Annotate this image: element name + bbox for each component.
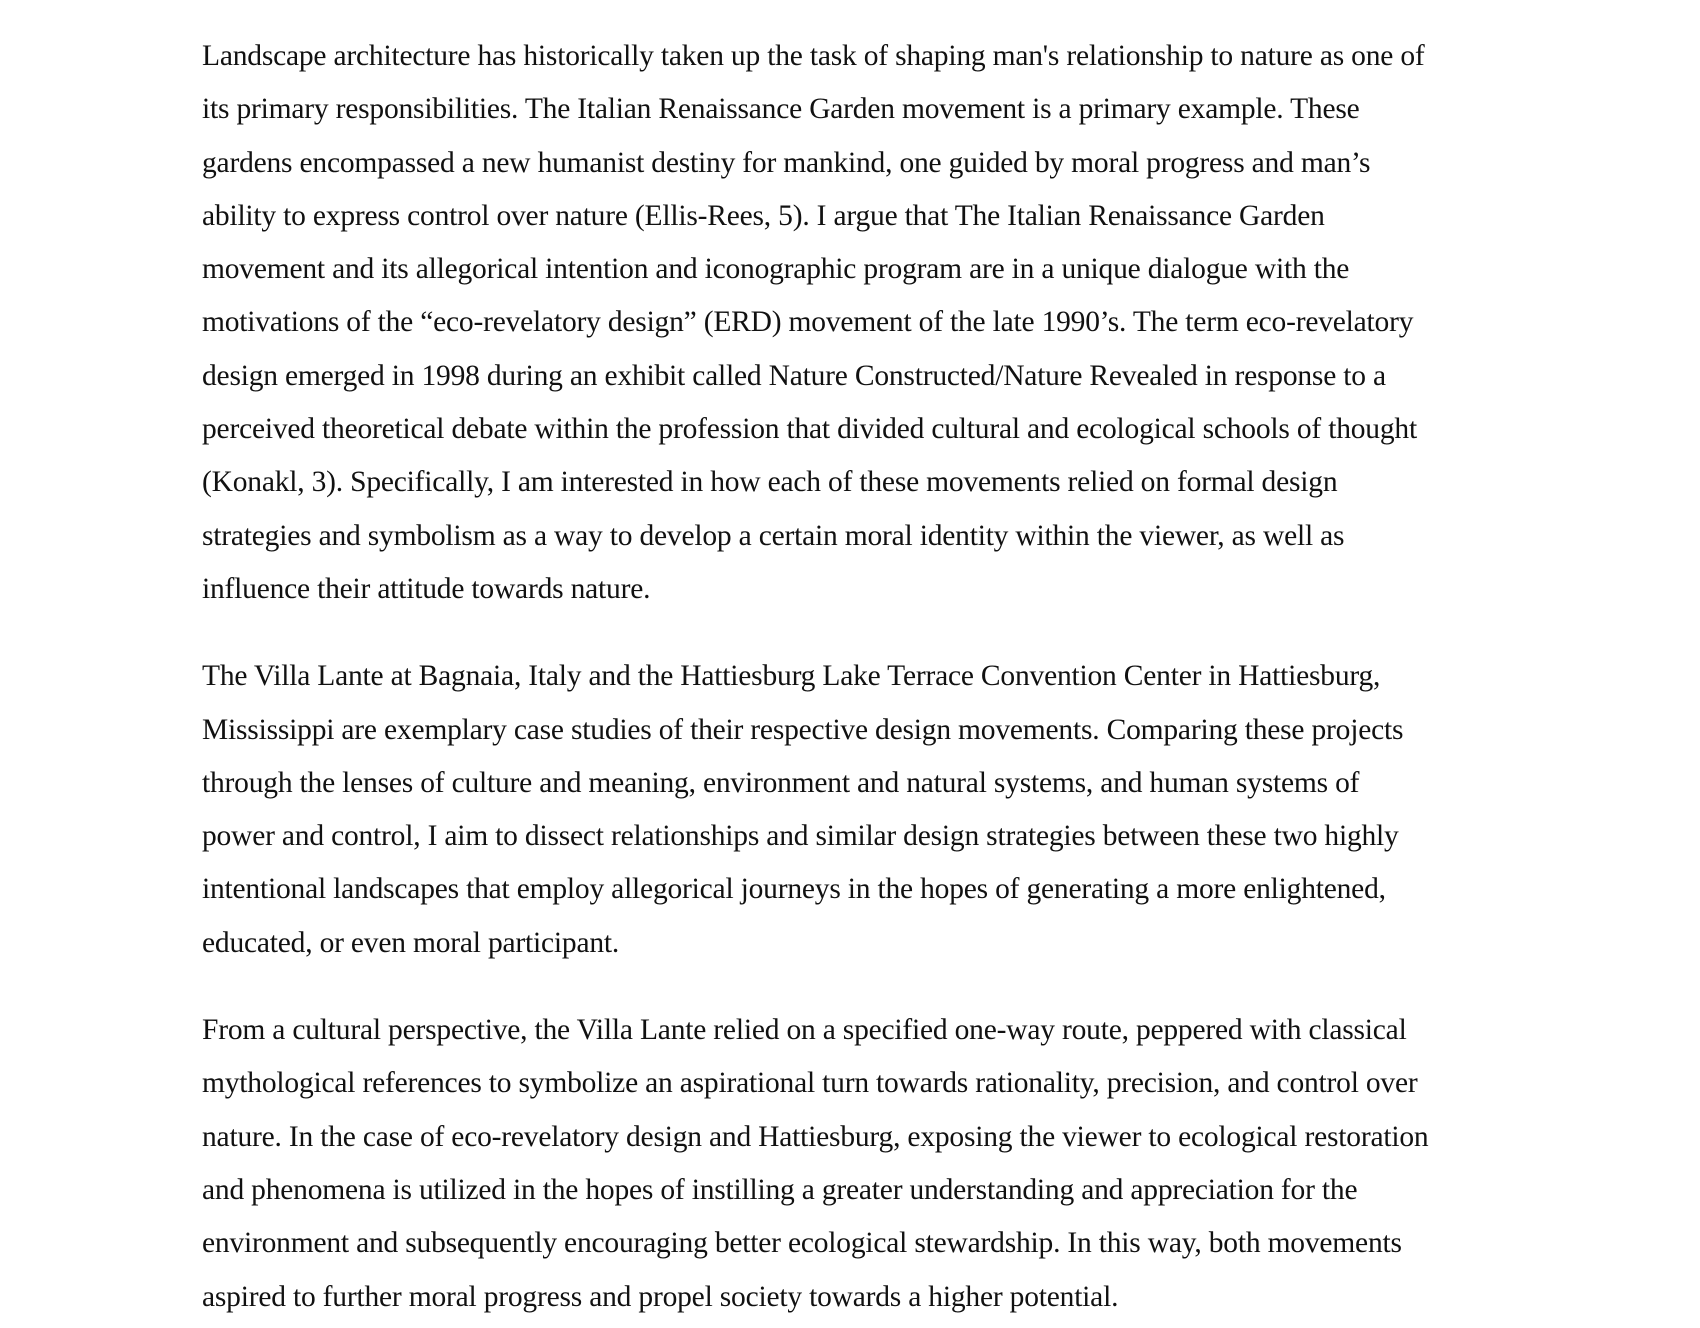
text-line: Landscape architecture has historically taken up the task of shaping man's relationship to nature as one of [202,40,1425,72]
text-line: From a cultural perspective, the Villa Lante relied on a specified one-way route, peppered with classical [202,1014,1407,1047]
paragraph-intro [202,30,1522,616]
text-line: environment and subsequently encouraging better ecological stewardship. In this way, both movements [202,1227,1402,1260]
text-line: power and control, I aim to dissect relationships and similar design strategies between these two highly [202,820,1399,853]
text-line: (Konakl, 3). Specifically, I am interested in how each of these movements relied on formal design [202,466,1338,499]
text-line: Mississippi are exemplary case studies of their respective design movements. Comparing these projects [202,713,1404,746]
text-line: design emerged in 1998 during an exhibit called Nature Constructed/Nature Revealed in response to a [202,359,1386,392]
text-line: its primary responsibilities. The Italian Renaissance Garden movement is a primary example. These [202,93,1360,126]
text-line: The Villa Lante at Bagnaia, Italy and the Hattiesburg Lake Terrace Convention Center in Hattiesburg, [202,660,1381,693]
paragraph-case-studies [202,650,1522,970]
text-line: nature. In the case of eco-revelatory design and Hattiesburg, exposing the viewer to ecological restoration [202,1120,1429,1153]
text-line: and phenomena is utilized in the hopes of instilling a greater understanding and appreciation for the [202,1173,1358,1206]
body-text [202,30,1522,1324]
text-line: through the lenses of culture and meaning, environment and natural systems, and human systems of [202,766,1360,799]
text-line: gardens encompassed a new humanist destiny for mankind, one guided by moral progress and man’s [202,146,1371,179]
text-line: strategies and symbolism as a way to develop a certain moral identity within the viewer, as well as [202,519,1345,552]
text-line: educated, or even moral participant. [202,926,620,959]
paragraph-cultural-perspective [202,1004,1522,1324]
text-line: influence their attitude towards nature. [202,572,651,605]
text-line: motivations of the “eco-revelatory design” (ERD) movement of the late 1990’s. The term eco-revelatory [202,306,1414,339]
text-line: intentional landscapes that employ allegorical journeys in the hopes of generating a more enlightened, [202,873,1386,906]
text-line: movement and its allegorical intention and iconographic program are in a unique dialogue with the [202,253,1350,286]
text-line: ability to express control over nature (Ellis-Rees, 5). I argue that The Italian Renaissance Garden [202,199,1325,232]
text-line: aspired to further moral progress and propel society towards a higher potential. [202,1280,1119,1313]
text-line: perceived theoretical debate within the profession that divided cultural and ecological schools of thought [202,413,1417,446]
text-line: mythological references to symbolize an aspirational turn towards rationality, precision, and control over [202,1067,1418,1100]
